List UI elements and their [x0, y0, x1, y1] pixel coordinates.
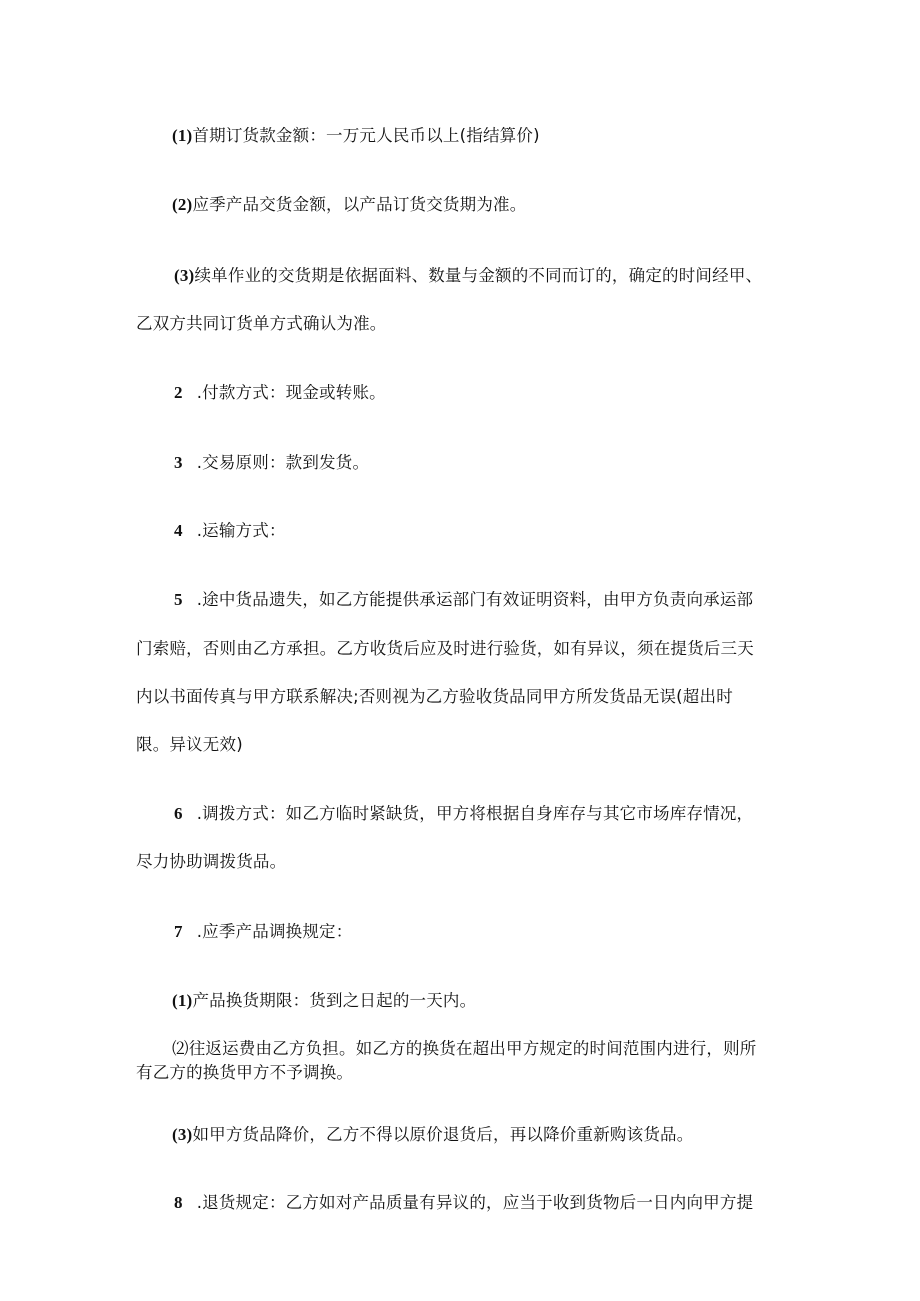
- clause-number: (1): [172, 126, 193, 145]
- clause-number: 6: [174, 804, 183, 823]
- clause-text: 尽力协助调拨货品。: [136, 852, 287, 871]
- clause-text: 限。异议无效): [136, 735, 243, 754]
- clause-text: 往返运费由乙方负担。如乙方的换货在超出甲方规定的时间范围内进行，则所: [188, 1039, 757, 1058]
- clause-7-2-shipping-cost: [172, 1038, 757, 1060]
- clause-text: .交易原则：款到发货。: [196, 453, 370, 472]
- clause-text: 续单作业的交货期是依据面料、数量与金额的不同而订的，确定的时间经甲、: [194, 266, 763, 285]
- clause-text: .运输方式：: [196, 521, 286, 540]
- clause-5-lost-goods: [174, 589, 753, 611]
- clause-text: .调拨方式：如乙方临时紧缺货，甲方将根据自身库存与其它市场库存情况，: [196, 804, 754, 823]
- clause-4-transport-method: [174, 520, 286, 542]
- clause-text: .付款方式：现金或转账。: [196, 383, 386, 402]
- clause-text: 应季产品交货金额，以产品订货交货期为准。: [192, 195, 527, 214]
- clause-reorder-delivery: [174, 265, 762, 287]
- clause-7-seasonal-exchange: [174, 921, 352, 943]
- clause-number: (3): [172, 1125, 193, 1144]
- clause-7-3-price-reduction: [172, 1124, 693, 1146]
- clause-text: 乙双方共同订货单方式确认为准。: [136, 314, 387, 333]
- clause-text: 产品换货期限：货到之日起的一天内。: [192, 991, 477, 1010]
- clause-5-lost-goods-cont-3: [136, 734, 243, 756]
- clause-seasonal-delivery-amount: [172, 194, 526, 216]
- clause-3-trade-principle: [174, 452, 369, 474]
- clause-number: (3): [174, 266, 195, 285]
- clause-text: .应季产品调换规定：: [196, 922, 353, 941]
- clause-number: 4: [174, 521, 183, 540]
- clause-reorder-delivery-cont: [136, 313, 387, 335]
- clause-text: 首期订货款金额：一万元人民币以上(指结算价): [192, 126, 540, 145]
- clause-text: 门索赔，否则由乙方承担。乙方收货后应及时进行验货，如有异议，须在提货后三天: [136, 639, 754, 658]
- clause-number: 3: [174, 453, 183, 472]
- clause-8-return-policy: [174, 1192, 753, 1214]
- clause-6-allocation-method-cont: [136, 851, 286, 873]
- clause-7-1-exchange-period: [172, 990, 476, 1012]
- clause-6-allocation-method: [174, 803, 753, 825]
- clause-5-lost-goods-cont-1: [136, 638, 754, 660]
- clause-number: ⑵: [172, 1039, 189, 1058]
- clause-number: 2: [174, 383, 183, 402]
- clause-text: 如甲方货品降价，乙方不得以原价退货后，再以降价重新购该货品。: [192, 1125, 694, 1144]
- clause-text: .退货规定：乙方如对产品质量有异议的，应当于收到货物后一日内向甲方提: [196, 1193, 754, 1212]
- clause-text: .途中货品遗失，如乙方能提供承运部门有效证明资料，由甲方负责向承运部: [196, 590, 754, 609]
- clause-number: 8: [174, 1193, 183, 1212]
- clause-number: 5: [174, 590, 183, 609]
- clause-text: 内以书面传真与甲方联系解决;否则视为乙方验收货品同甲方所发货品无误(超出时: [136, 687, 733, 706]
- clause-text: 有乙方的换货甲方不予调换。: [136, 1063, 354, 1082]
- clause-7-2-shipping-cost-cont: [136, 1062, 353, 1084]
- clause-number: 7: [174, 922, 183, 941]
- clause-7-1-initial-order-amount: [172, 125, 540, 147]
- clause-number: (1): [172, 991, 193, 1010]
- clause-number: (2): [172, 195, 193, 214]
- clause-5-lost-goods-cont-2: [136, 686, 733, 708]
- clause-2-payment-method: [174, 382, 386, 404]
